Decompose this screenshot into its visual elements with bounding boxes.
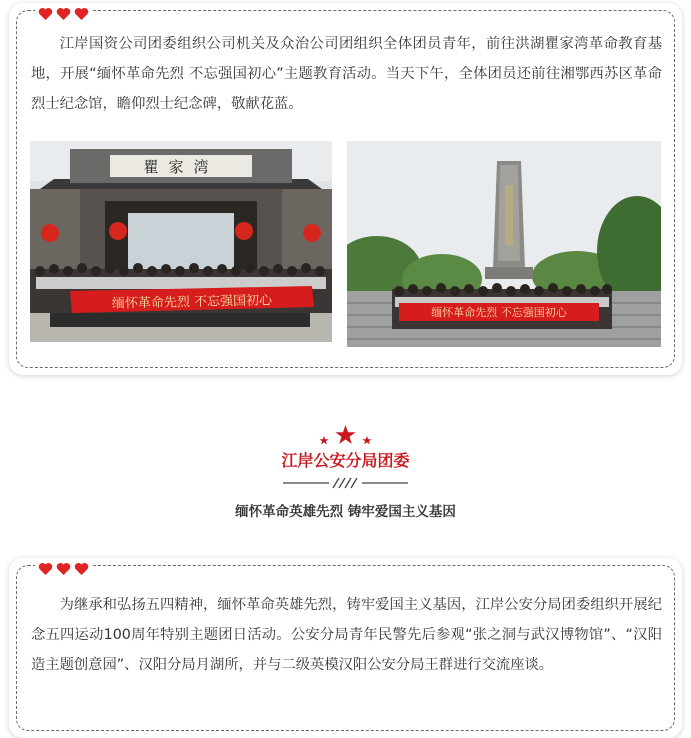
- star-icon: [319, 436, 328, 444]
- photo1-banner-text: 缅怀革命先烈 不忘强国初心: [111, 293, 273, 312]
- section-divider: [283, 476, 408, 490]
- heart-icon: [56, 7, 71, 21]
- photo2-banner-text: 缅怀革命先烈 不忘强国初心: [431, 306, 567, 319]
- heart-icon: [74, 7, 89, 21]
- hearts-decoration: [35, 562, 92, 576]
- dashed-frame: [16, 565, 675, 731]
- card-paragraph: 为继承和弘扬五四精神，缅怀革命英雄先烈，铸牢爱国主义基因，江岸公安分局团委组织开展纪念五四运动100周年特别主题团日活动。公安分局青年民警先后参观“张之洞与武汉博物馆”、“汉阳造主题创意园”、汉阳分局月湖所，并与二级英模汉阳公安分局王群进行交流座谈。: [31, 597, 662, 673]
- heart-icon: [38, 7, 53, 21]
- card-paragraph: 江岸国资公司团委组织公司机关及众治公司团组织全体团员青年，前往洪湖瞿家湾革命教育基地，开展“缅怀革命先烈 不忘强国初心”主题教育活动。当天下午，全体团员还前往湘鄂西苏区革命烈士纪念馆，瞻仰烈士纪念碑，敬献花蓝。: [31, 36, 662, 112]
- activity-card-guozi: [9, 3, 682, 375]
- hearts-decoration: [35, 7, 92, 21]
- star-icon: [362, 436, 371, 444]
- section-title: 江岸公安分局团委: [281, 451, 410, 470]
- section-subtitle: 缅怀革命英雄先烈 铸牢爱国主义基因: [235, 504, 456, 520]
- heart-icon: [38, 562, 53, 576]
- heart-icon: [74, 562, 89, 576]
- activity-card-police: [9, 558, 682, 738]
- photo-memorial-gate: [30, 141, 332, 342]
- photo-martyrs-monument: [347, 141, 661, 347]
- star-icon: [335, 425, 355, 444]
- gate-sign-text: 瞿家湾: [143, 158, 219, 176]
- stars-decoration: [318, 424, 373, 448]
- heart-icon: [56, 562, 71, 576]
